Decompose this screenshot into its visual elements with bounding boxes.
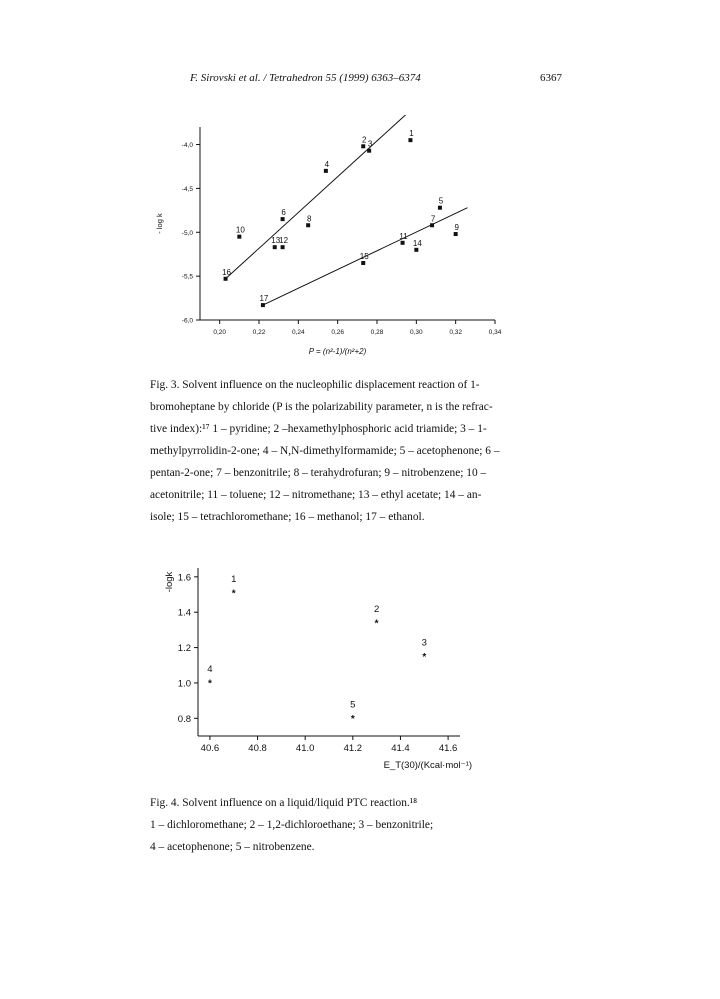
x-tick-label: 41.6 (438, 743, 458, 754)
point-label-6: 6 (281, 208, 286, 218)
x-tick-label: 0,20 (213, 329, 226, 336)
caption-line: 1 – dichloromethane; 2 – 1,2-dichloroethane; 3 – benzonitrile; (150, 819, 434, 831)
figure-3-caption (150, 374, 515, 528)
point-label-9: 9 (454, 223, 459, 233)
x-tick-label: 40.6 (200, 743, 220, 754)
y-tick-label: 1.0 (177, 678, 191, 690)
data-point-5 (438, 206, 442, 210)
figure-4-caption (150, 792, 515, 858)
regression-line-1 (226, 115, 417, 279)
data-point-11 (401, 241, 405, 245)
point-label-14: 14 (412, 238, 422, 248)
y-axis-title: - log k (155, 213, 164, 234)
y-tick-label: 1.6 (177, 572, 191, 584)
point-label-1: 1 (409, 129, 414, 139)
data-point-9 (454, 232, 458, 236)
point-label-2: 2 (362, 135, 367, 145)
point-label-8: 8 (306, 214, 312, 224)
caption-line: isole; 15 – tetrachloromethane; 16 – methanol; 17 – ethanol. (150, 511, 425, 523)
y-tick-label: -5,5 (181, 273, 193, 281)
x-axis-title: E_T(30)/(Kcal·mol⁻¹) (383, 760, 472, 771)
y-axis-title: -logk (164, 571, 175, 593)
data-point-14 (414, 248, 418, 252)
x-axis-title: P = (n²-1)/(n²+2) (308, 347, 367, 356)
point-label-11: 11 (399, 231, 408, 241)
caption-line: acetonitrile; 11 – toluene; 12 – nitromethane; 13 – ethyl acetate; 14 – an- (150, 489, 482, 501)
caption-line: Fig. 3. Solvent influence on the nucleophilic displacement reaction of 1- (150, 379, 480, 391)
caption-line: Fig. 4. Solvent influence on a liquid/liquid PTC reaction.¹⁸ (150, 797, 418, 809)
caption-line: 4 – acetophenone; 5 – nitrobenzene. (150, 841, 315, 853)
data-point-3 (367, 149, 371, 153)
data-point-13 (273, 245, 277, 249)
data-point-8 (306, 223, 310, 227)
point-label-2: 2 (373, 603, 380, 615)
x-tick-label: 41.0 (295, 743, 315, 754)
point-label-3: 3 (421, 637, 427, 649)
page-number: 6367 (540, 72, 562, 84)
y-tick-label: -4,5 (181, 185, 193, 193)
y-tick-label: 1.4 (177, 607, 191, 619)
y-tick-label: 0.8 (177, 713, 191, 725)
point-label-5: 5 (438, 196, 444, 206)
point-label-16: 16 (222, 267, 232, 277)
caption-line: pentan-2-one; 7 – benzonitrile; 8 – terahydrofuran; 9 – nitrobenzene; 10 – (150, 467, 487, 479)
data-point-12 (281, 245, 285, 249)
x-tick-label: 0,34 (488, 329, 502, 336)
point-label-4: 4 (207, 663, 213, 675)
data-point-3: * (422, 651, 427, 663)
journal-citation: F. Sirovski et al. / Tetrahedron 55 (1999) 6363–6374 (190, 72, 421, 84)
x-tick-label: 0,32 (449, 329, 462, 336)
y-tick-label: 1.2 (177, 643, 191, 655)
point-label-1: 1 (231, 573, 237, 585)
x-tick-label: 0,28 (370, 329, 384, 336)
point-label-12: 12 (279, 236, 289, 246)
point-label-5: 5 (350, 699, 356, 711)
data-point-2 (361, 144, 365, 148)
point-label-3: 3 (367, 139, 373, 149)
figure-3-chart (150, 115, 520, 365)
point-label-7: 7 (430, 214, 436, 224)
data-point-16 (224, 277, 228, 281)
caption-line: bromoheptane by chloride (P is the polarizability parameter, n is the refrac- (150, 401, 493, 413)
figure-4-chart (150, 558, 520, 780)
data-point-6 (281, 217, 285, 221)
point-label-13: 13 (271, 236, 281, 246)
y-tick-label: -5,0 (181, 229, 193, 237)
x-tick-label: 0,26 (331, 329, 344, 336)
point-label-10: 10 (235, 225, 245, 235)
caption-line: methylpyrrolidin-2-one; 4 – N,N-dimethylformamide; 5 – acetophenone; 6 – (150, 445, 500, 457)
x-tick-label: 40.8 (248, 743, 267, 754)
data-point-1 (408, 138, 412, 142)
data-point-10 (237, 235, 241, 239)
caption-line: tive index):¹⁷ 1 – pyridine; 2 –hexamethylphosphoric acid triamide; 3 – 1- (150, 423, 487, 435)
x-tick-label: 0,22 (252, 329, 266, 336)
data-point-5: * (350, 713, 355, 725)
y-tick-label: -4,0 (181, 142, 193, 150)
running-head (0, 72, 720, 88)
data-point-17 (261, 303, 265, 307)
point-label-17: 17 (259, 294, 269, 304)
data-point-15 (361, 261, 365, 265)
data-point-7 (430, 223, 434, 227)
data-point-4 (324, 169, 328, 173)
data-point-2: * (374, 618, 379, 630)
y-tick-label: -6,0 (181, 317, 193, 325)
x-tick-label: 41.2 (343, 743, 363, 754)
x-tick-label: 0,30 (410, 329, 423, 336)
point-label-15: 15 (359, 251, 369, 261)
data-point-1: * (231, 588, 236, 600)
point-label-4: 4 (324, 159, 330, 169)
x-tick-label: 0,24 (292, 329, 305, 336)
data-point-4: * (207, 678, 212, 690)
x-tick-label: 41.4 (391, 743, 410, 754)
